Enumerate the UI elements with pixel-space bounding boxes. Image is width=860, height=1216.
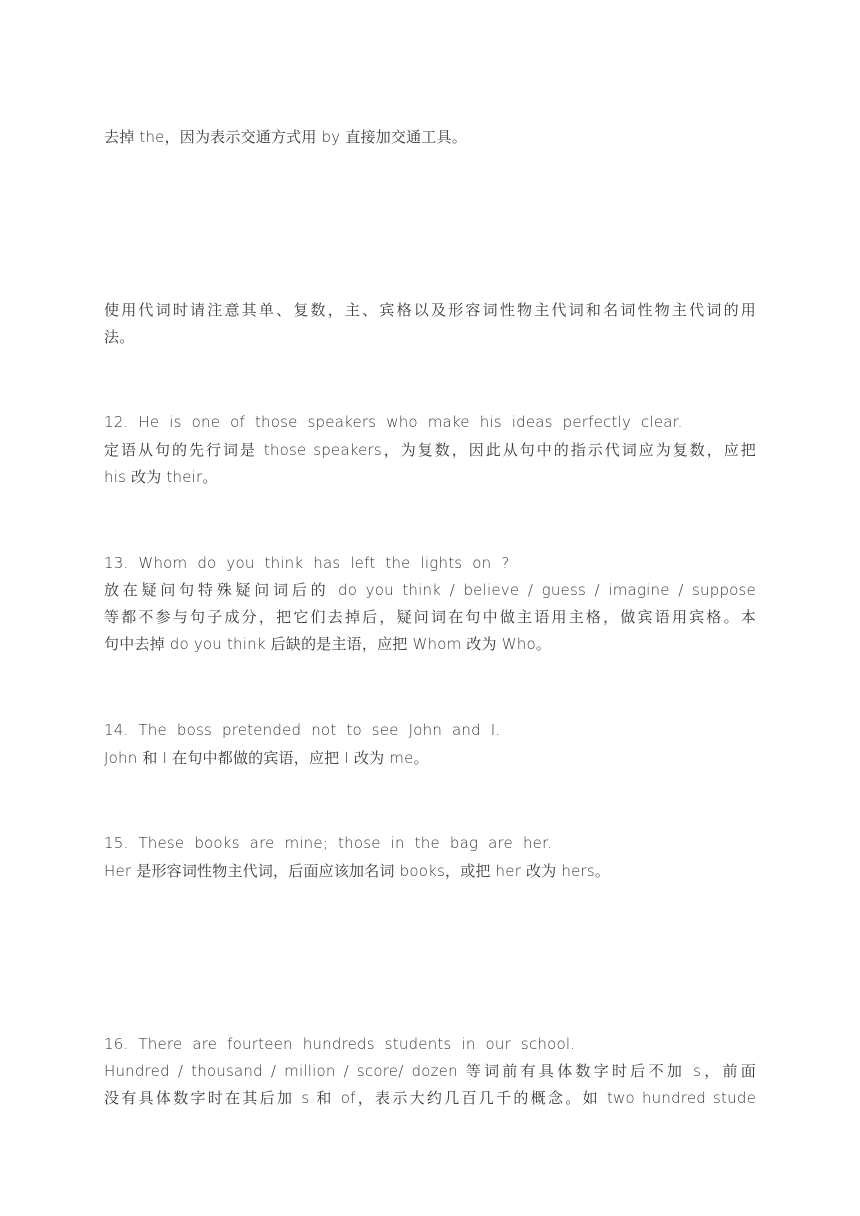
text-line: 使用代词时请注意其单、复数，主、宾格以及形容词性物主代词和名词性物主代词的用 [104,301,756,319]
text-line: 法。 [104,328,135,346]
explanation-line: 定语从句的先行词是 those speakers，为复数，因此从句中的指示代词应为复数，应把 [104,441,756,459]
exercise-sentence: 14. The boss pretended not to see John and I. [104,721,501,739]
explanation-line: 没有具体数字时在其后加 s 和 of，表示大约几百几千的概念。如 two hundred stude [104,1089,756,1107]
explanation-line: 句中去掉 do you think 后缺的是主语，应把 Whom 改为 Who。 [104,635,552,653]
explanation-line: Her 是形容词性物主代词，后面应该加名词 books，或把 her 改为 hers。 [104,862,611,880]
exercise-sentence: 16. There are fourteen hundreds students in our school. [104,1035,576,1053]
explanation-line: his 改为 their。 [104,468,218,486]
explanation-line: John 和 I 在句中都做的宾语，应把 I 改为 me。 [104,749,429,767]
exercise-sentence: 12. He is one of those speakers who make his ideas perfectly clear. [104,413,683,431]
explanation-line: 放在疑问句特殊疑问词后的 do you think / believe / guess / imagine / suppose [104,581,756,599]
text-line: 去掉 the，因为表示交通方式用 by 直接加交通工具。 [104,128,467,146]
explanation-line: 等都不参与句子成分，把它们去掉后，疑问词在句中做主语用主格，做宾语用宾格。本 [104,608,756,626]
exercise-sentence: 13. Whom do you think has left the lights on ? [104,554,510,572]
exercise-sentence: 15. These books are mine; those in the bag are her. [104,834,553,852]
explanation-line: Hundred / thousand / million / score/ dozen 等词前有具体数字时后不加 s，前面 [104,1062,756,1080]
